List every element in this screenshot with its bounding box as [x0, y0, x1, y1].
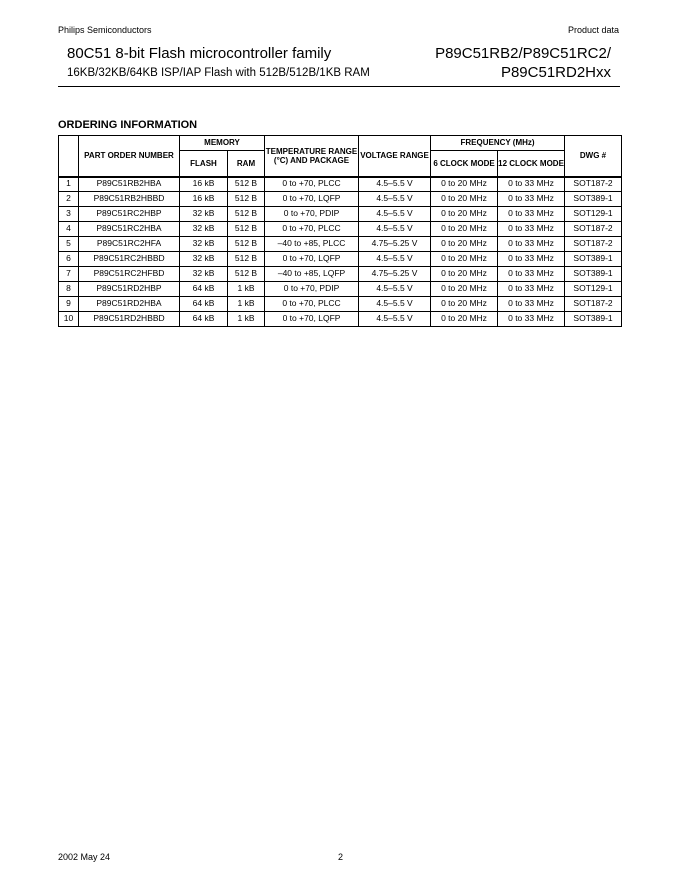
flash-size: 32 kB — [180, 207, 228, 222]
part-number: P89C51RC2HBA — [79, 222, 180, 237]
freq-12clock: 0 to 33 MHz — [498, 252, 565, 267]
temperature-package: 0 to +70, LQFP — [265, 252, 359, 267]
row-index: 3 — [59, 207, 79, 222]
header-index — [59, 136, 79, 177]
header-12clock: 12 CLOCK MODE — [498, 151, 565, 177]
freq-6clock: 0 to 20 MHz — [431, 312, 498, 327]
ram-size: 512 B — [228, 207, 265, 222]
temperature-package: 0 to +70, LQFP — [265, 312, 359, 327]
flash-size: 16 kB — [180, 177, 228, 192]
part-number: P89C51RC2HBP — [79, 207, 180, 222]
dwg-number: SOT129-1 — [565, 282, 622, 297]
flash-size: 32 kB — [180, 222, 228, 237]
table-row — [59, 222, 622, 237]
row-index: 5 — [59, 237, 79, 252]
temperature-package: 0 to +70, PDIP — [265, 207, 359, 222]
document-type: Product data — [567, 25, 619, 35]
row-index: 4 — [59, 222, 79, 237]
freq-12clock: 0 to 33 MHz — [498, 267, 565, 282]
row-index: 7 — [59, 267, 79, 282]
freq-6clock: 0 to 20 MHz — [431, 237, 498, 252]
temperature-package: 0 to +70, LQFP — [265, 192, 359, 207]
row-index: 10 — [59, 312, 79, 327]
dwg-number: SOT187-2 — [565, 237, 622, 252]
temperature-package: –40 to +85, PLCC — [265, 237, 359, 252]
freq-6clock: 0 to 20 MHz — [431, 252, 498, 267]
ram-size: 512 B — [228, 267, 265, 282]
ram-size: 512 B — [228, 192, 265, 207]
header-frequency: FREQUENCY (MHz) — [431, 136, 565, 151]
part-number: P89C51RB2HBBD — [79, 192, 180, 207]
flash-size: 32 kB — [180, 267, 228, 282]
part-number: P89C51RD2HBA — [79, 297, 180, 312]
row-index: 8 — [59, 282, 79, 297]
dwg-number: SOT187-2 — [565, 297, 622, 312]
document-title: 80C51 8-bit Flash microcontroller family — [67, 45, 332, 62]
part-number: P89C51RD2HBBD — [79, 312, 180, 327]
ram-size: 512 B — [228, 237, 265, 252]
header-memory: MEMORY — [180, 136, 265, 151]
row-index: 2 — [59, 192, 79, 207]
voltage-range: 4.5–5.5 V — [359, 312, 431, 327]
freq-12clock: 0 to 33 MHz — [498, 192, 565, 207]
header-voltage: VOLTAGE RANGE — [359, 136, 431, 177]
header-divider — [58, 86, 620, 87]
ram-size: 512 B — [228, 252, 265, 267]
table-row — [59, 312, 622, 327]
freq-12clock: 0 to 33 MHz — [498, 312, 565, 327]
header-part-order: PART ORDER NUMBER — [79, 136, 180, 177]
row-index: 6 — [59, 252, 79, 267]
table-row — [59, 252, 622, 267]
dwg-number: SOT187-2 — [565, 222, 622, 237]
flash-size: 32 kB — [180, 237, 228, 252]
ram-size: 1 kB — [228, 312, 265, 327]
freq-6clock: 0 to 20 MHz — [431, 222, 498, 237]
page-number: 2 — [338, 852, 344, 862]
flash-size: 64 kB — [180, 282, 228, 297]
voltage-range: 4.75–5.25 V — [359, 267, 431, 282]
part-numbers-line1: P89C51RB2/P89C51RC2/ — [435, 45, 611, 62]
temperature-package: –40 to +85, LQFP — [265, 267, 359, 282]
voltage-range: 4.5–5.5 V — [359, 252, 431, 267]
freq-6clock: 0 to 20 MHz — [431, 297, 498, 312]
flash-size: 64 kB — [180, 312, 228, 327]
table-row — [59, 192, 622, 207]
voltage-range: 4.5–5.5 V — [359, 282, 431, 297]
footer-date: 2002 May 24 — [58, 852, 111, 862]
freq-12clock: 0 to 33 MHz — [498, 222, 565, 237]
ram-size: 1 kB — [228, 282, 265, 297]
voltage-range: 4.75–5.25 V — [359, 237, 431, 252]
voltage-range: 4.5–5.5 V — [359, 192, 431, 207]
flash-size: 64 kB — [180, 297, 228, 312]
temperature-package: 0 to +70, PDIP — [265, 282, 359, 297]
freq-12clock: 0 to 33 MHz — [498, 177, 565, 192]
voltage-range: 4.5–5.5 V — [359, 207, 431, 222]
ram-size: 1 kB — [228, 297, 265, 312]
part-number: P89C51RC2HFBD — [79, 267, 180, 282]
freq-12clock: 0 to 33 MHz — [498, 282, 565, 297]
row-index: 1 — [59, 177, 79, 192]
freq-12clock: 0 to 33 MHz — [498, 237, 565, 252]
table-row — [59, 297, 622, 312]
dwg-number: SOT187-2 — [565, 177, 622, 192]
temperature-package: 0 to +70, PLCC — [265, 297, 359, 312]
ram-size: 512 B — [228, 222, 265, 237]
company-name: Philips Semiconductors — [58, 25, 152, 35]
header-temperature: TEMPERATURE RANGE (°C) AND PACKAGE — [265, 136, 359, 177]
voltage-range: 4.5–5.5 V — [359, 222, 431, 237]
header-6clock: 6 CLOCK MODE — [431, 151, 498, 177]
table-row — [59, 207, 622, 222]
flash-size: 32 kB — [180, 252, 228, 267]
dwg-number: SOT389-1 — [565, 267, 622, 282]
dwg-number: SOT129-1 — [565, 207, 622, 222]
freq-12clock: 0 to 33 MHz — [498, 297, 565, 312]
dwg-number: SOT389-1 — [565, 192, 622, 207]
dwg-number: SOT389-1 — [565, 252, 622, 267]
table-row — [59, 282, 622, 297]
freq-6clock: 0 to 20 MHz — [431, 267, 498, 282]
flash-size: 16 kB — [180, 192, 228, 207]
freq-6clock: 0 to 20 MHz — [431, 207, 498, 222]
section-title: ORDERING INFORMATION — [58, 119, 198, 131]
document-subtitle: 16KB/32KB/64KB ISP/IAP Flash with 512B/512B/1KB RAM — [67, 67, 370, 79]
freq-6clock: 0 to 20 MHz — [431, 282, 498, 297]
part-number: P89C51RC2HBBD — [79, 252, 180, 267]
ordering-table — [58, 135, 622, 327]
freq-12clock: 0 to 33 MHz — [498, 207, 565, 222]
freq-6clock: 0 to 20 MHz — [431, 192, 498, 207]
part-number: P89C51RB2HBA — [79, 177, 180, 192]
table-row — [59, 177, 622, 192]
table-row — [59, 267, 622, 282]
freq-6clock: 0 to 20 MHz — [431, 177, 498, 192]
temperature-package: 0 to +70, PLCC — [265, 177, 359, 192]
ram-size: 512 B — [228, 177, 265, 192]
temperature-package: 0 to +70, PLCC — [265, 222, 359, 237]
part-number: P89C51RC2HFA — [79, 237, 180, 252]
header-ram: RAM — [228, 151, 265, 177]
voltage-range: 4.5–5.5 V — [359, 177, 431, 192]
part-numbers-line2: P89C51RD2Hxx — [500, 64, 611, 81]
part-number: P89C51RD2HBP — [79, 282, 180, 297]
table-row — [59, 237, 622, 252]
voltage-range: 4.5–5.5 V — [359, 297, 431, 312]
header-flash: FLASH — [180, 151, 228, 177]
row-index: 9 — [59, 297, 79, 312]
dwg-number: SOT389-1 — [565, 312, 622, 327]
header-dwg: DWG # — [565, 136, 622, 177]
